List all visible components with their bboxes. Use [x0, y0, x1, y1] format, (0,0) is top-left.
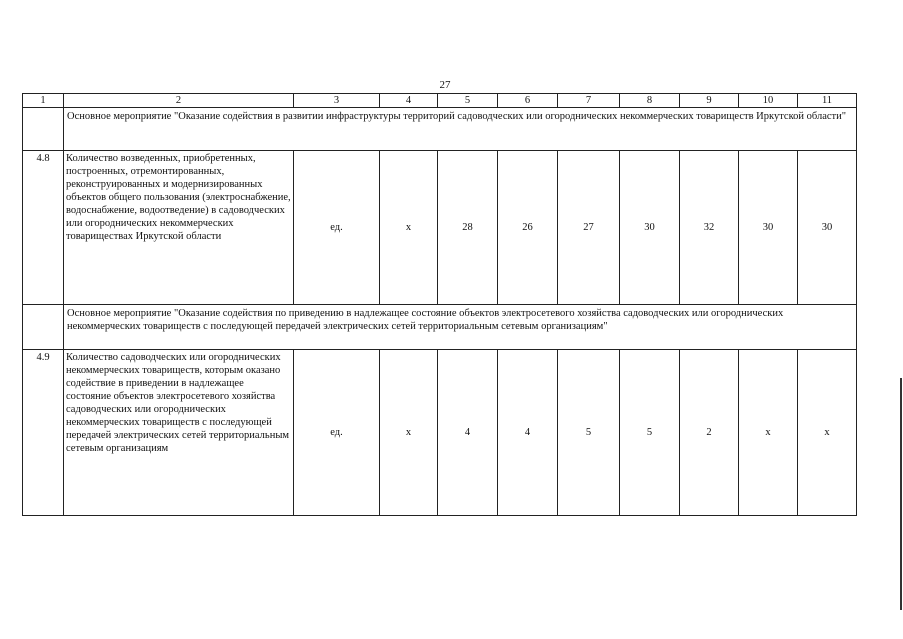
- col-header-8: 8: [620, 94, 680, 108]
- value-cell: 28: [438, 151, 498, 305]
- col-header-9: 9: [680, 94, 739, 108]
- unit-cell: ед.: [294, 151, 380, 305]
- value-cell: 30: [739, 151, 798, 305]
- value-cell: 4: [438, 350, 498, 516]
- section-row-1: [23, 108, 857, 151]
- col-header-1: 1: [23, 94, 64, 108]
- table-row-4-9: [23, 350, 857, 516]
- col-header-4: 4: [380, 94, 438, 108]
- scan-edge-line: [900, 378, 902, 610]
- value-cell: 5: [620, 350, 680, 516]
- col-header-10: 10: [739, 94, 798, 108]
- value-cell: 32: [680, 151, 739, 305]
- header-row: [23, 94, 857, 108]
- col-header-6: 6: [498, 94, 558, 108]
- value-cell: х: [798, 350, 857, 516]
- col-header-3: 3: [294, 94, 380, 108]
- section-2-num-cell: [23, 305, 64, 350]
- unit-cell: ед.: [294, 350, 380, 516]
- row-number: 4.8: [23, 151, 64, 305]
- indicator-name: Количество возведенных, приобретенных, построенных, отремонтированных, реконструированных и модернизированных объектов общего пользования (электроснабжение, водоснабжение, водоотведение) в садоводческих или огороднических некоммерческих товариществах Иркутской области: [64, 151, 294, 305]
- col-header-2: 2: [64, 94, 294, 108]
- indicators-table: [22, 93, 857, 516]
- page-number: 27: [439, 79, 451, 91]
- section-1-num-cell: [23, 108, 64, 151]
- section-1-title: Основное мероприятие "Оказание содействия в развитии инфраструктуры территорий садоводческих или огороднических некоммерческих товариществ Иркутской области": [64, 108, 857, 151]
- value-cell: 30: [620, 151, 680, 305]
- value-cell: 2: [680, 350, 739, 516]
- indicator-name: Количество садоводческих или огороднических некоммерческих товариществ, которым оказано содействие в приведении в надлежащее состояние объектов электросетевого хозяйства садоводческих или огороднических некоммерческих товариществ с последующей передачей электрических сетей территориальным сетевым организациям: [64, 350, 294, 516]
- section-2-title: Основное мероприятие "Оказание содействия по приведению в надлежащее состояние объектов электросетевого хозяйства садоводческих или огороднических некоммерческих товариществ с последующей передачей электрических сетей территориальным сетевым организациям": [64, 305, 857, 350]
- col-header-11: 11: [798, 94, 857, 108]
- value-cell: х: [380, 350, 438, 516]
- value-cell: 26: [498, 151, 558, 305]
- section-row-2: [23, 305, 857, 350]
- value-cell: 30: [798, 151, 857, 305]
- value-cell: 4: [498, 350, 558, 516]
- col-header-5: 5: [438, 94, 498, 108]
- row-number: 4.9: [23, 350, 64, 516]
- value-cell: 5: [558, 350, 620, 516]
- value-cell: х: [739, 350, 798, 516]
- value-cell: 27: [558, 151, 620, 305]
- value-cell: х: [380, 151, 438, 305]
- col-header-7: 7: [558, 94, 620, 108]
- table-row-4-8: [23, 151, 857, 305]
